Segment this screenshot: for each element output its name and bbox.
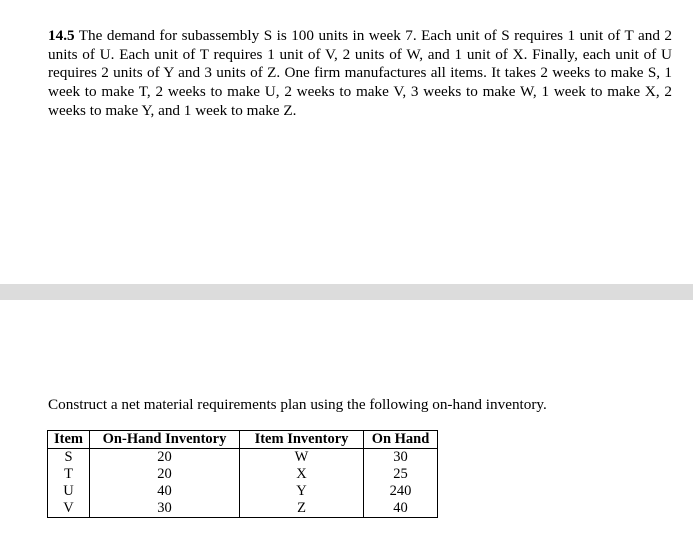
table-cell: 25 xyxy=(364,466,438,483)
problem-text: The demand for subassembly S is 100 units in week 7. Each unit of S requires 1 unit of T and 2 units of U. Each unit of T requires 1 unit of V, 2 units of W, and 1 unit of X. Finally, each unit of U requires 2 units of Y and 3 units of Z. One firm manufactures all items. It takes 2 weeks to make S, 1 week to make T, 2 weeks to make U, 2 weeks to make V, 3 weeks to make W, 1 week to make X, 2 weeks to make Y, and 1 week to make Z. xyxy=(48,27,672,119)
table-cell: X xyxy=(240,466,364,483)
table-cell: Z xyxy=(240,500,364,518)
table-row xyxy=(48,500,438,518)
table-cell: 40 xyxy=(90,483,240,500)
table-cell: 30 xyxy=(90,500,240,518)
page-separator xyxy=(0,284,693,300)
problem-number: 14.5 xyxy=(48,27,75,45)
table-cell: W xyxy=(240,449,364,467)
table-header-row xyxy=(48,431,438,449)
instruction-text: Construct a net material requirements plan using the following on-hand inventory. xyxy=(48,396,547,413)
table-cell: Y xyxy=(240,483,364,500)
table-cell: 30 xyxy=(364,449,438,467)
inventory-table xyxy=(47,430,438,518)
table-row xyxy=(48,449,438,467)
table-row xyxy=(48,466,438,483)
table-cell: 20 xyxy=(90,466,240,483)
table-cell: 240 xyxy=(364,483,438,500)
table-cell: 40 xyxy=(364,500,438,518)
table-cell: V xyxy=(48,500,90,518)
header-item: Item xyxy=(48,431,90,449)
table-cell: T xyxy=(48,466,90,483)
table-cell: 20 xyxy=(90,449,240,467)
table-cell: U xyxy=(48,483,90,500)
header-item-inventory: Item Inventory xyxy=(240,431,364,449)
table-cell: S xyxy=(48,449,90,467)
table-row xyxy=(48,483,438,500)
problem-statement xyxy=(48,27,672,120)
header-on-hand-inventory: On-Hand Inventory xyxy=(90,431,240,449)
header-on-hand: On Hand xyxy=(364,431,438,449)
